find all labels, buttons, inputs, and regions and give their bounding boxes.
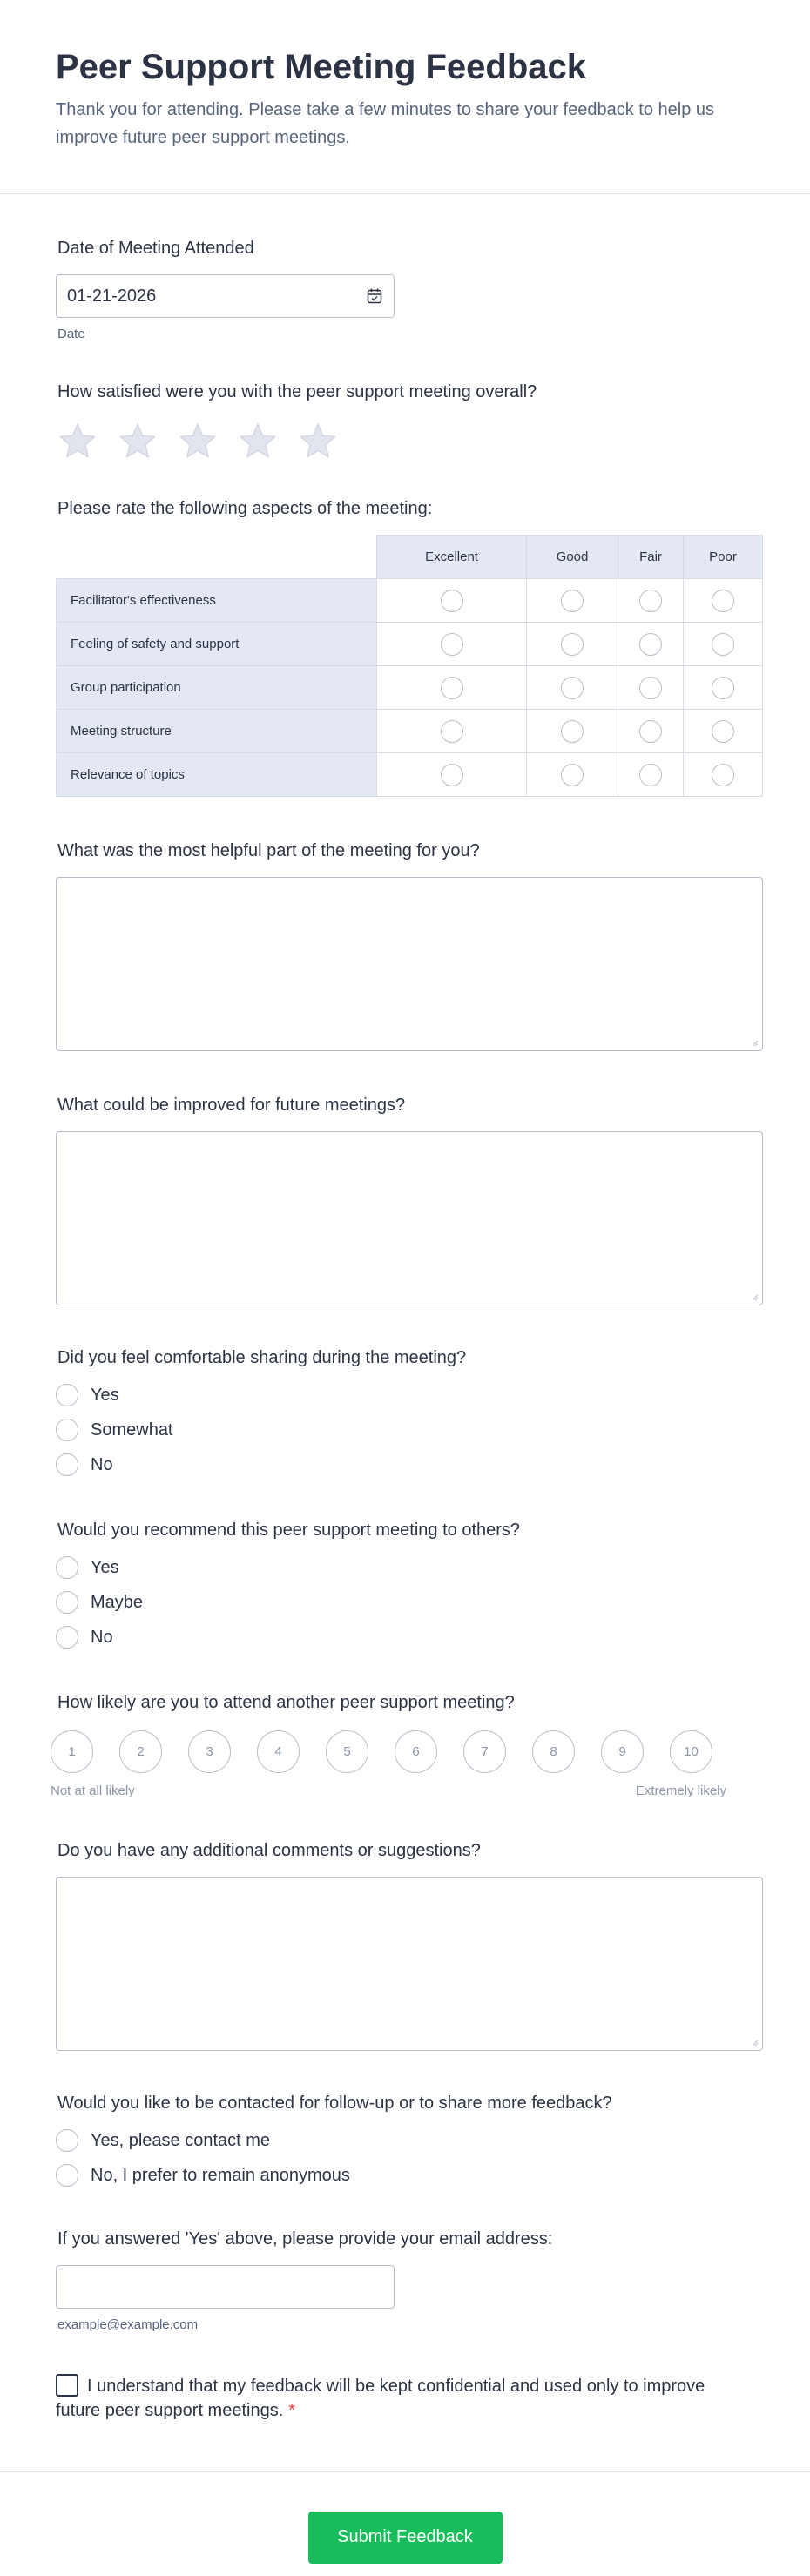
helpful-question bbox=[56, 797, 763, 1051]
required-mark: * bbox=[288, 2401, 296, 2420]
radio-option[interactable] bbox=[56, 1384, 763, 1406]
matrix-column-header: Excellent bbox=[377, 536, 527, 579]
matrix-cell bbox=[618, 579, 683, 623]
matrix-radio[interactable] bbox=[441, 590, 463, 612]
likely-scale bbox=[51, 1730, 763, 1773]
matrix-cell bbox=[527, 623, 618, 666]
comfortable-options bbox=[56, 1384, 763, 1476]
contact-options bbox=[56, 2129, 763, 2187]
matrix-radio[interactable] bbox=[639, 764, 662, 786]
matrix-cell bbox=[377, 710, 527, 753]
email-input[interactable] bbox=[56, 2265, 395, 2309]
star-icon[interactable] bbox=[176, 420, 219, 463]
matrix-radio[interactable] bbox=[712, 633, 734, 656]
radio-label: Maybe bbox=[91, 1592, 144, 1612]
radio-button[interactable] bbox=[56, 1453, 78, 1476]
matrix-row-label: Group participation bbox=[57, 666, 377, 710]
matrix-cell bbox=[618, 623, 683, 666]
matrix-cell bbox=[684, 579, 763, 623]
matrix-row-label: Feeling of safety and support bbox=[57, 623, 377, 666]
consent-text: I understand that my feedback will be kept confidential and used only to improve future peer support meetings. bbox=[56, 2377, 705, 2420]
satisfaction-question bbox=[56, 341, 763, 463]
matrix-row-label: Relevance of topics bbox=[57, 753, 377, 797]
date-sublabel: Date bbox=[57, 327, 85, 341]
form-subtitle: Thank you for attending. Please take a few minutes to share your feedback to help us improve future peer support meetings. bbox=[56, 100, 715, 147]
radio-label: No, I prefer to remain anonymous bbox=[91, 2165, 350, 2185]
matrix-cell bbox=[377, 579, 527, 623]
radio-option[interactable] bbox=[56, 1453, 763, 1476]
scale-labels bbox=[51, 1784, 726, 1798]
matrix-radio[interactable] bbox=[561, 764, 584, 786]
comfortable-label: Did you feel comfortable sharing during the meeting? bbox=[57, 1348, 467, 1367]
contact-label: Would you like to be contacted for follow-up or to share more feedback? bbox=[57, 2094, 612, 2113]
date-value: 01-21-2026 bbox=[67, 286, 157, 306]
radio-label: Yes bbox=[91, 1557, 119, 1577]
form-body bbox=[0, 194, 810, 2471]
matrix-row-label: Meeting structure bbox=[57, 710, 377, 753]
matrix-cell bbox=[527, 710, 618, 753]
matrix-cell bbox=[618, 753, 683, 797]
submit-button[interactable]: Submit Feedback bbox=[308, 2512, 503, 2564]
matrix-radio[interactable] bbox=[441, 677, 463, 699]
calendar-icon[interactable] bbox=[366, 287, 383, 305]
matrix-cell bbox=[618, 710, 683, 753]
matrix-cell bbox=[377, 666, 527, 710]
star-icon[interactable] bbox=[116, 420, 159, 463]
matrix-question bbox=[56, 463, 763, 797]
scale-option[interactable]: 4 bbox=[257, 1730, 300, 1773]
radio-option[interactable] bbox=[56, 1626, 763, 1649]
matrix-cell bbox=[684, 666, 763, 710]
email-sublabel: example@example.com bbox=[57, 2317, 199, 2332]
matrix-column-header: Fair bbox=[618, 536, 683, 579]
scale-max-label: Extremely likely bbox=[635, 1784, 726, 1798]
matrix-cell bbox=[527, 753, 618, 797]
date-label: Date of Meeting Attended bbox=[57, 239, 254, 258]
matrix-radio[interactable] bbox=[639, 677, 662, 699]
date-input[interactable] bbox=[56, 274, 395, 318]
form-header bbox=[0, 0, 810, 194]
scale-option[interactable]: 9 bbox=[601, 1730, 644, 1773]
radio-button[interactable] bbox=[56, 1419, 78, 1441]
scale-option[interactable]: 7 bbox=[463, 1730, 506, 1773]
radio-option[interactable] bbox=[56, 1419, 763, 1441]
matrix-row bbox=[57, 579, 763, 623]
matrix-label: Please rate the following aspects of the meeting: bbox=[57, 499, 433, 518]
matrix-radio[interactable] bbox=[639, 590, 662, 612]
matrix-radio[interactable] bbox=[441, 633, 463, 656]
matrix-radio[interactable] bbox=[441, 764, 463, 786]
matrix-cell bbox=[684, 753, 763, 797]
matrix-column-header: Poor bbox=[684, 536, 763, 579]
radio-button[interactable] bbox=[56, 2164, 78, 2187]
form-title: Peer Support Meeting Feedback bbox=[56, 48, 587, 86]
radio-button[interactable] bbox=[56, 1591, 78, 1614]
matrix-radio[interactable] bbox=[712, 590, 734, 612]
radio-option[interactable] bbox=[56, 2129, 763, 2152]
star-rating bbox=[56, 420, 763, 463]
matrix-radio[interactable] bbox=[712, 677, 734, 699]
matrix-radio[interactable] bbox=[441, 720, 463, 743]
resize-grip-icon[interactable] bbox=[752, 1294, 759, 1301]
email-label: If you answered 'Yes' above, please provide your email address: bbox=[57, 2229, 553, 2249]
matrix-cell bbox=[684, 623, 763, 666]
recommend-options bbox=[56, 1556, 763, 1649]
matrix-cell bbox=[527, 579, 618, 623]
radio-option[interactable] bbox=[56, 1591, 763, 1614]
radio-button[interactable] bbox=[56, 1384, 78, 1406]
radio-option[interactable] bbox=[56, 2164, 763, 2187]
improve-textarea[interactable] bbox=[56, 1131, 763, 1305]
scale-option[interactable]: 8 bbox=[532, 1730, 575, 1773]
matrix-cell bbox=[618, 666, 683, 710]
radio-option[interactable] bbox=[56, 1556, 763, 1579]
consent-row bbox=[56, 2374, 718, 2423]
matrix-radio[interactable] bbox=[561, 677, 584, 699]
likely-question bbox=[51, 1649, 763, 1798]
matrix-radio[interactable] bbox=[639, 720, 662, 743]
contact-question bbox=[56, 2051, 763, 2187]
matrix-radio[interactable] bbox=[561, 720, 584, 743]
star-icon[interactable] bbox=[236, 420, 280, 463]
matrix-radio[interactable] bbox=[712, 764, 734, 786]
recommend-label: Would you recommend this peer support meeting to others? bbox=[57, 1521, 521, 1540]
scale-min-label: Not at all likely bbox=[51, 1784, 135, 1798]
date-question bbox=[56, 194, 763, 341]
matrix-cell bbox=[377, 623, 527, 666]
comments-label: Do you have any additional comments or suggestions? bbox=[57, 1841, 481, 1860]
scale-option[interactable]: 5 bbox=[326, 1730, 368, 1773]
radio-label: Yes bbox=[91, 1385, 119, 1405]
radio-button[interactable] bbox=[56, 1626, 78, 1649]
matrix-row bbox=[57, 710, 763, 753]
matrix-cell bbox=[527, 666, 618, 710]
resize-grip-icon[interactable] bbox=[752, 1040, 759, 1047]
matrix-row bbox=[57, 666, 763, 710]
satisfaction-label: How satisfied were you with the peer support meeting overall? bbox=[57, 382, 537, 401]
helpful-textarea[interactable] bbox=[56, 877, 763, 1051]
radio-label: No bbox=[91, 1627, 113, 1647]
comments-question bbox=[56, 1798, 763, 2051]
matrix-radio[interactable] bbox=[712, 720, 734, 743]
matrix-cell bbox=[377, 753, 527, 797]
form-footer bbox=[0, 2471, 810, 2576]
radio-button[interactable] bbox=[56, 1556, 78, 1579]
resize-grip-icon[interactable] bbox=[752, 2040, 759, 2047]
helpful-label: What was the most helpful part of the meeting for you? bbox=[57, 841, 480, 860]
improve-label: What could be improved for future meetings? bbox=[57, 1096, 406, 1115]
star-icon[interactable] bbox=[296, 420, 340, 463]
consent-question bbox=[56, 2332, 763, 2471]
star-icon[interactable] bbox=[56, 420, 99, 463]
radio-button[interactable] bbox=[56, 2129, 78, 2152]
recommend-question bbox=[56, 1476, 763, 1649]
matrix-radio[interactable] bbox=[561, 633, 584, 656]
matrix-radio[interactable] bbox=[561, 590, 584, 612]
improve-question bbox=[56, 1051, 763, 1305]
matrix-column-header: Good bbox=[527, 536, 618, 579]
matrix-row-label: Facilitator's effectiveness bbox=[57, 579, 377, 623]
consent-checkbox[interactable] bbox=[56, 2374, 78, 2397]
matrix-row bbox=[57, 623, 763, 666]
comfortable-question bbox=[56, 1305, 763, 1476]
matrix-radio[interactable] bbox=[639, 633, 662, 656]
scale-option[interactable]: 10 bbox=[670, 1730, 712, 1773]
matrix-row bbox=[57, 753, 763, 797]
likely-label: How likely are you to attend another peer support meeting? bbox=[57, 1693, 515, 1712]
radio-label: No bbox=[91, 1454, 113, 1474]
scale-option[interactable]: 3 bbox=[188, 1730, 231, 1773]
rating-matrix bbox=[56, 535, 763, 797]
comments-textarea[interactable] bbox=[56, 1877, 763, 2051]
scale-option[interactable]: 6 bbox=[395, 1730, 437, 1773]
radio-label: Somewhat bbox=[91, 1419, 173, 1440]
scale-option[interactable]: 2 bbox=[119, 1730, 162, 1773]
matrix-cell bbox=[684, 710, 763, 753]
scale-option[interactable]: 1 bbox=[51, 1730, 93, 1773]
email-question bbox=[56, 2187, 763, 2332]
radio-label: Yes, please contact me bbox=[91, 2130, 271, 2150]
